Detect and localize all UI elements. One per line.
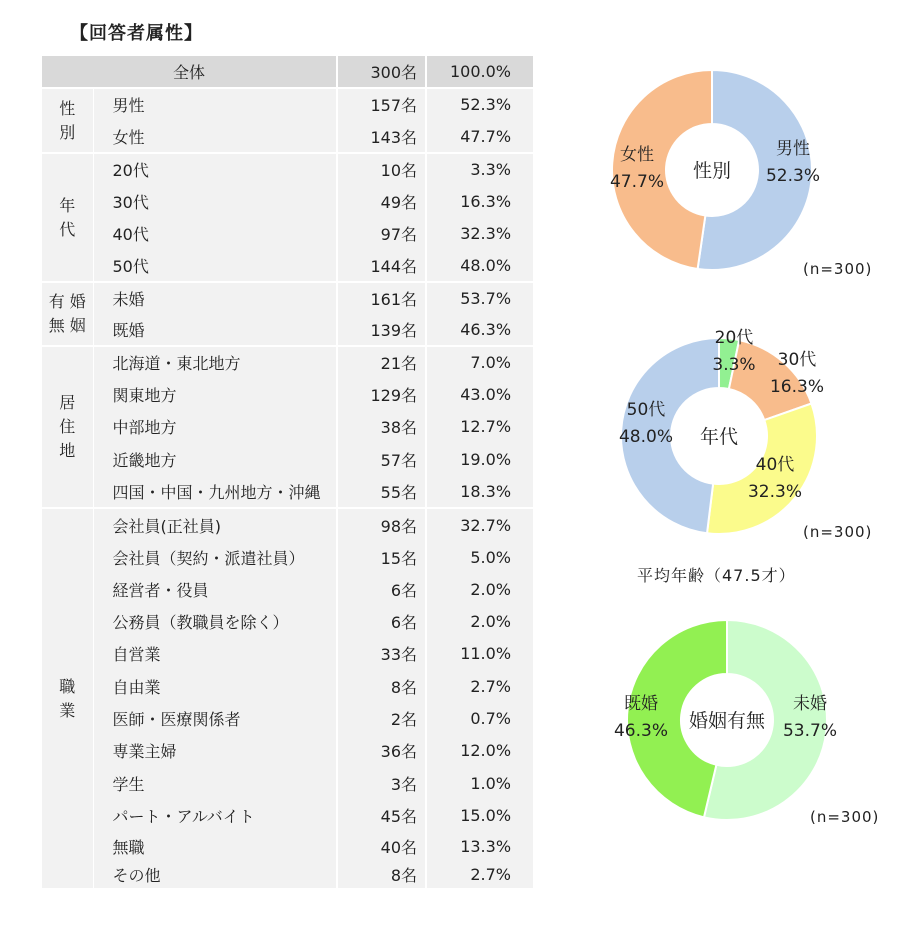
row-count: 55名	[337, 475, 426, 508]
row-percent: 7.0%	[426, 346, 533, 378]
row-percent: 3.3%	[426, 153, 533, 185]
group-name-line: 居	[59, 393, 76, 412]
total-count: 300名	[337, 56, 426, 88]
marital-slice-label: 既婚	[624, 694, 658, 714]
row-percent: 18.3%	[460, 481, 512, 501]
row-count: 36名	[337, 734, 426, 767]
row-percent: 11.0%	[460, 644, 512, 663]
row-label: 男性	[93, 88, 337, 120]
marital-slice-value: 53.7%	[782, 721, 838, 741]
row-label: 女性	[93, 120, 337, 153]
age-slice-label: 40代	[755, 455, 795, 475]
age-slice-value: 32.3%	[747, 482, 803, 502]
row-count: 6名	[337, 605, 426, 637]
row-percent: 1.0%	[470, 773, 512, 793]
row-label: 無職	[93, 831, 337, 861]
age-chart-title: 年代	[699, 426, 739, 448]
row-count: 38名	[337, 410, 426, 443]
row-percent: 32.7%	[426, 508, 533, 541]
row-percent: 12.0%	[460, 741, 512, 760]
marital-chart-title: 婚姻有無	[688, 710, 766, 732]
gender-slice-label: 男性	[776, 139, 810, 159]
group-name-line: 代	[59, 219, 76, 239]
row-percent: 16.3%	[460, 191, 512, 211]
row-count: 8名	[337, 861, 426, 888]
row-count: 144名	[337, 250, 426, 282]
row-label: 中部地方	[93, 410, 337, 443]
row-label: 50代	[93, 250, 337, 282]
row-count: 98名	[337, 508, 426, 541]
row-percent: 2.7%	[470, 676, 512, 696]
row-label: 30代	[93, 185, 337, 217]
row-label: 近畿地方	[93, 443, 337, 475]
gender-n-label: (n=300)	[803, 260, 873, 278]
row-count: 49名	[337, 185, 426, 217]
row-count: 10名	[337, 153, 426, 185]
row-percent: 5.0%	[470, 547, 512, 567]
group-name-line: 業	[59, 700, 76, 720]
row-percent: 19.0%	[460, 449, 512, 469]
row-count: 129名	[337, 378, 426, 410]
row-count: 8名	[337, 670, 426, 702]
row-percent: 2.7%	[470, 865, 512, 884]
row-percent: 43.0%	[460, 384, 512, 404]
row-count: 21名	[337, 346, 426, 378]
row-label: 関東地方	[93, 378, 337, 410]
row-percent: 48.0%	[460, 256, 512, 275]
row-percent: 15.0%	[460, 805, 512, 825]
total-percent: 100.0%	[426, 56, 533, 88]
row-percent: 0.7%	[470, 708, 512, 728]
row-count: 45名	[337, 799, 426, 831]
row-label: 20代	[93, 153, 337, 185]
row-percent: 12.7%	[460, 417, 512, 436]
row-label: 北海道・東北地方	[93, 346, 337, 378]
row-label: 未婚	[93, 282, 337, 314]
group-name-line: 地	[59, 441, 76, 460]
gender-slice-value: 47.7%	[609, 172, 665, 192]
group-name-line: 住	[59, 417, 76, 436]
age-slice-value: 3.3%	[712, 355, 756, 375]
marital-slice-value: 46.3%	[613, 721, 669, 741]
row-label: パート・アルバイト	[93, 799, 337, 831]
group-name-line: 有 婚	[48, 292, 86, 311]
age-slice-label: 50代	[626, 400, 666, 420]
row-label: 会社員（契約・派遣社員）	[93, 541, 337, 573]
row-count: 143名	[337, 120, 426, 153]
group-name-line: 性	[59, 98, 76, 118]
row-percent: 32.3%	[460, 224, 512, 243]
row-label: 学生	[93, 767, 337, 799]
row-percent: 2.0%	[470, 611, 512, 631]
row-count: 6名	[337, 573, 426, 605]
row-label: 四国・中国・九州地方・沖縄	[93, 475, 337, 508]
row-label: 既婚	[93, 314, 337, 346]
gender-chart-title: 性別	[692, 160, 732, 182]
row-percent: 13.3%	[460, 836, 512, 856]
group-name-line: 別	[59, 122, 76, 142]
row-count: 139名	[337, 314, 426, 346]
marital-slice-label: 未婚	[793, 694, 827, 714]
row-count: 33名	[337, 637, 426, 670]
row-label: 医師・医療関係者	[93, 702, 337, 734]
group-name-line: 無 姻	[48, 316, 86, 335]
row-label: 自営業	[93, 637, 337, 670]
age-slice-label: 20代	[714, 328, 754, 348]
row-percent: 53.7%	[426, 282, 533, 314]
row-percent: 47.7%	[460, 126, 512, 146]
row-count: 97名	[337, 217, 426, 250]
row-count: 3名	[337, 767, 426, 799]
row-count: 57名	[337, 443, 426, 475]
age-slice-label: 30代	[777, 350, 817, 370]
page-title: 【回答者属性】	[70, 23, 203, 44]
group-name-line: 職	[59, 676, 76, 696]
row-percent: 2.0%	[470, 579, 512, 599]
age-slice-value: 48.0%	[618, 427, 674, 447]
age-slice-value: 16.3%	[769, 377, 825, 397]
marital-n-label: (n=300)	[810, 808, 880, 826]
gender-slice-value: 52.3%	[765, 166, 821, 186]
average-age-label: 平均年齢（47.5才）	[637, 566, 796, 585]
row-label: 40代	[93, 217, 337, 250]
row-count: 161名	[337, 282, 426, 314]
row-label: 経営者・役員	[93, 573, 337, 605]
row-label: 公務員（教職員を除く）	[93, 605, 337, 637]
row-label: 自由業	[93, 670, 337, 702]
gender-slice-label: 女性	[620, 145, 654, 165]
row-count: 15名	[337, 541, 426, 573]
row-count: 40名	[337, 831, 426, 861]
row-percent: 46.3%	[460, 320, 512, 339]
row-count: 157名	[337, 88, 426, 120]
age-n-label: (n=300)	[803, 523, 873, 541]
row-label: 専業主婦	[93, 734, 337, 767]
row-label: 会社員(正社員)	[93, 508, 337, 541]
total-label: 全体	[42, 56, 337, 88]
row-percent: 52.3%	[426, 88, 533, 120]
group-name-line: 年	[59, 195, 76, 215]
row-label: その他	[93, 861, 337, 888]
row-count: 2名	[337, 702, 426, 734]
